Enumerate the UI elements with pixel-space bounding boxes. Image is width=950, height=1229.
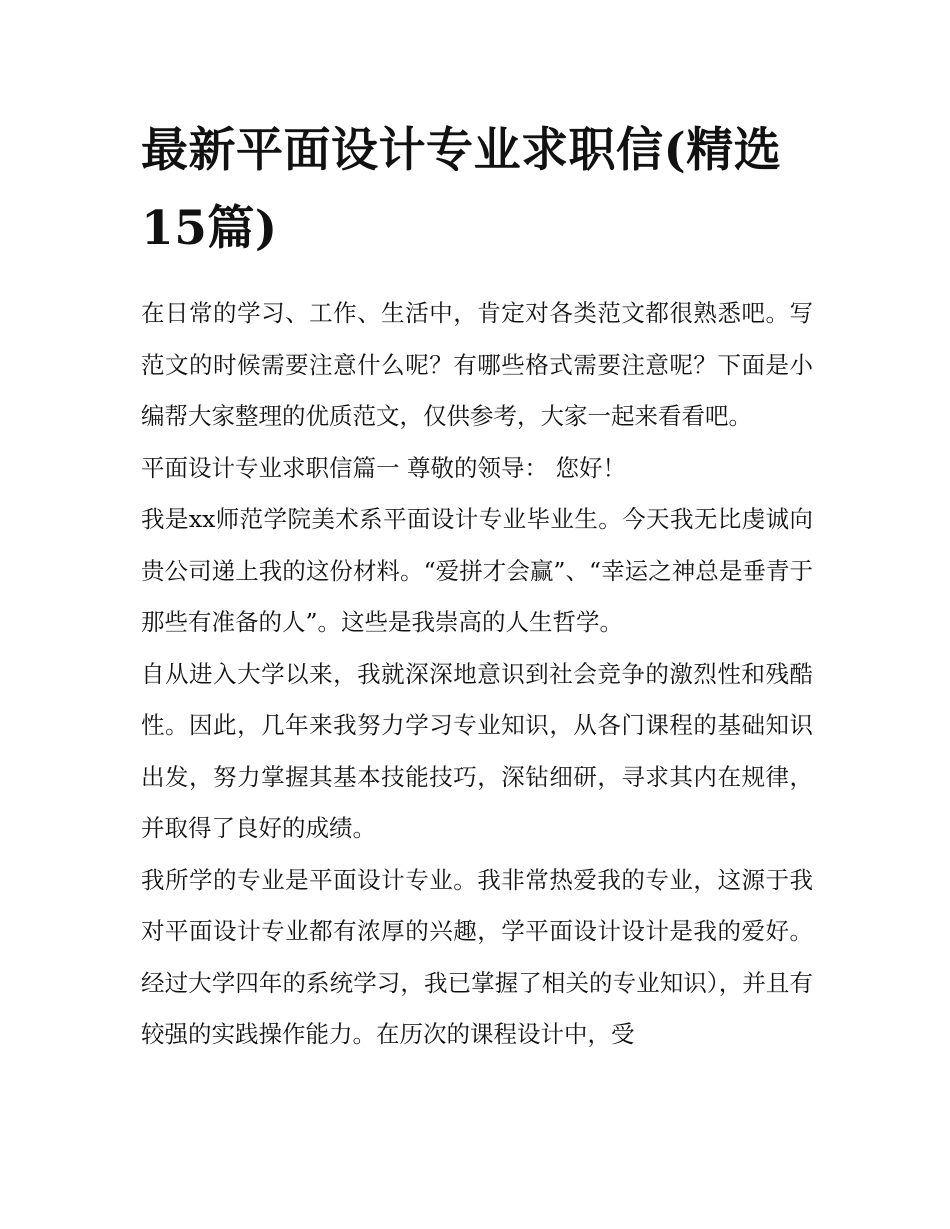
document-body bbox=[141, 112, 813, 1061]
self-introduction-paragraph: 我是xx师范学院美术系平面设计专业毕业生。今天我无比虔诚向贵公司递上我的这份材料。“爱拼才会赢”、“幸运之神总是垂青于那些有准备的人”。这些是我崇高的人生哲学。 bbox=[141, 505, 813, 636]
major-description-paragraph: 我所学的专业是平面设计专业。我非常热爱我的专业，这源于我对平面设计专业都有浓厚的兴趣，学平面设计设计是我的爱好。经过大学四年的系统学习，我已掌握了相关的专业知识），并且有较强的实践操作能力。在历次的课程设计中，受 bbox=[141, 865, 813, 1048]
document-title: 最新平面设计专业求职信(精选15篇) bbox=[141, 123, 782, 256]
letter-greeting-paragraph: 平面设计专业求职信篇一 尊敬的领导： 您好！ bbox=[141, 453, 626, 482]
intro-paragraph: 在日常的学习、工作、生活中，肯定对各类范文都很熟悉吧。写范文的时候需要注意什么呢？有哪些格式需要注意呢？下面是小编帮大家整理的优质范文，仅供参考，大家一起来看看吧。 bbox=[141, 299, 813, 430]
study-experience-paragraph: 自从进入大学以来，我就深深地意识到社会竞争的激烈性和残酷性。因此，几年来我努力学习专业知识，从各门课程的基础知识出发，努力掌握其基本技能技巧，深钻细研，寻求其内在规律，并取得了良好的成绩。 bbox=[141, 659, 813, 842]
